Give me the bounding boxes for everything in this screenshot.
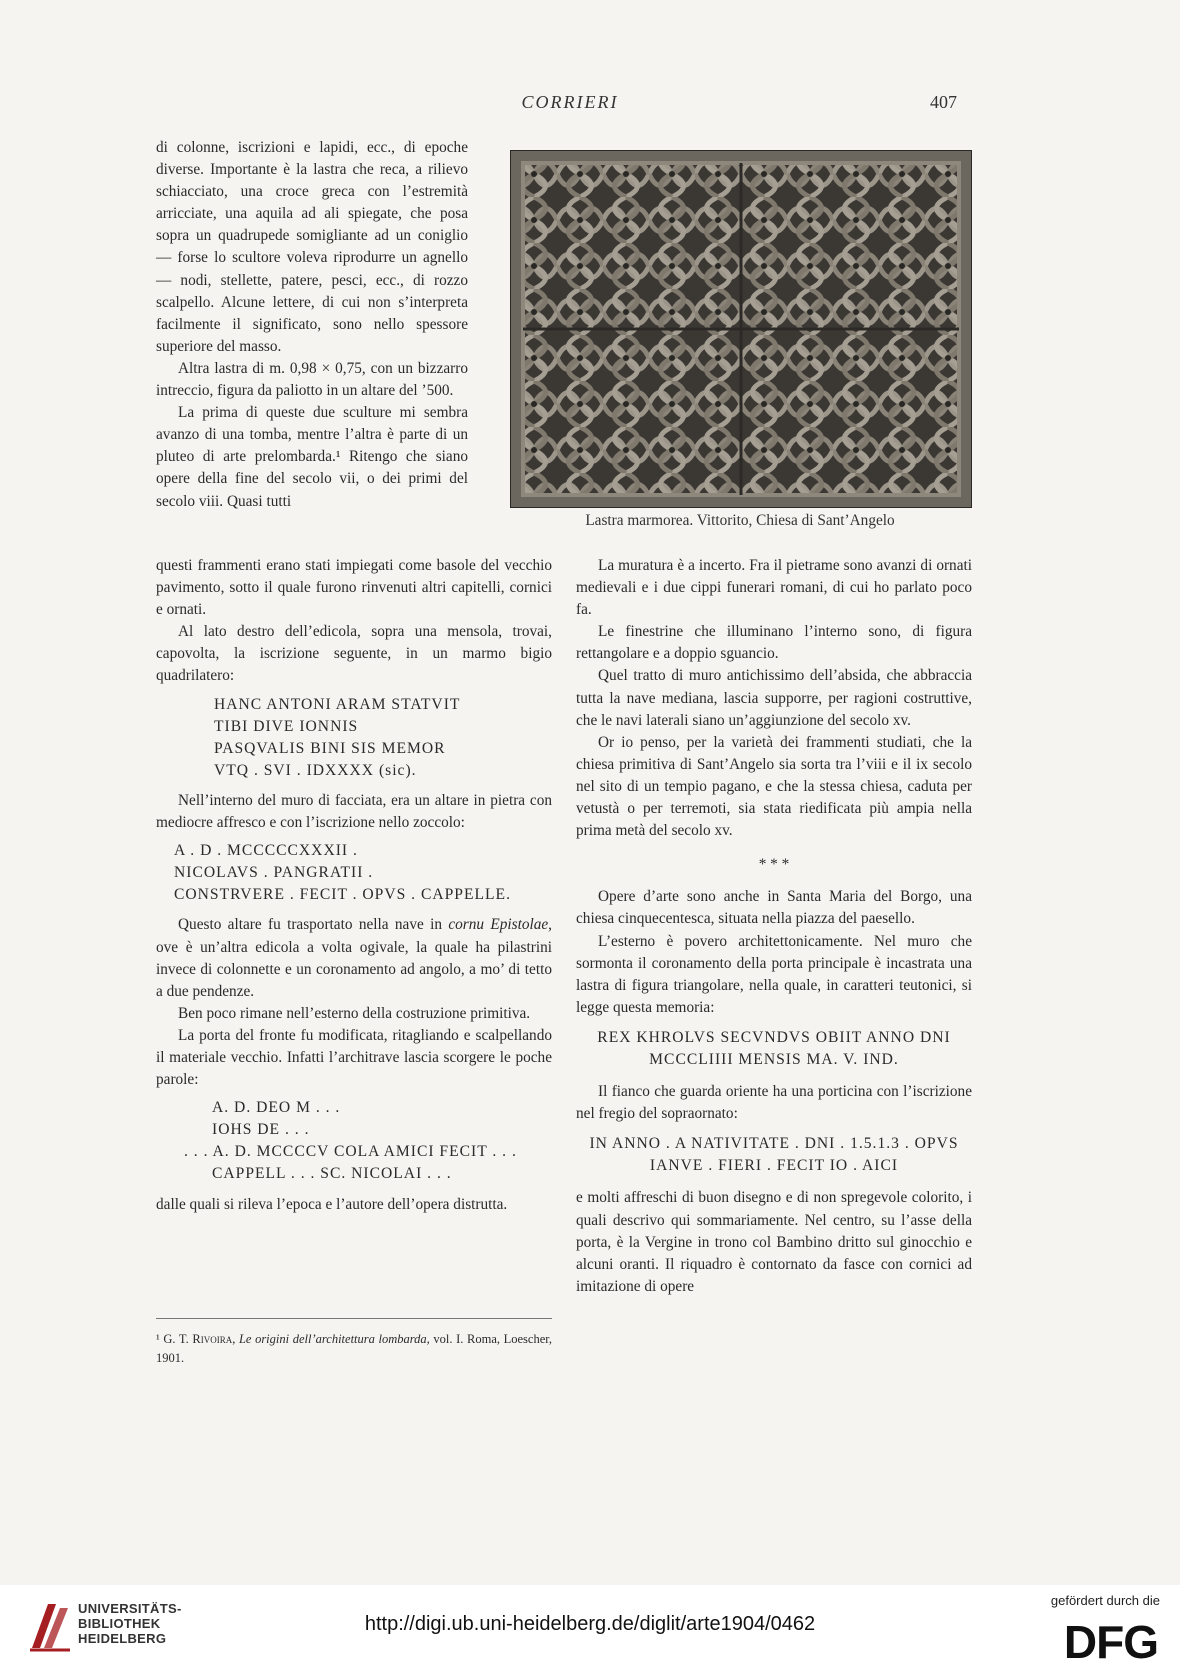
inscription-line: A . D . MCCCCCXXXII . xyxy=(174,842,358,860)
inscription-line: HANC ANTONI ARAM STATVIT xyxy=(214,695,461,713)
paragraph: La muratura è a incerto. Fra il pietrame sono avanzi di ornati medievali e i due cippi funerari romani, di cui ho parlato poco fa. xyxy=(576,557,972,619)
inscription-block xyxy=(214,694,552,782)
paragraph: La prima di queste due sculture mi sembra avanzo di una tomba, mentre l’altra è parte di un pluteo di arte prelombarda.¹ Ritengo che siano opere della fine del secolo vii, o dei primi del secolo viii. Quasi tutti xyxy=(156,404,468,510)
paragraph: di colonne, iscrizioni e lapidi, ecc., di epoche diverse. Importante è la lastra che reca, a rilievo schiacciato, una croce greca con l’estremità arricciate, una aquila ad ali spiegate, che posa sopra un quadrupede somigliante ad un coniglio — forse lo scultore voleva riprodurre un agnello — nodi, stellette, patere, pesci, ecc., di rozzo scalpello. Alcune lettere, di cui non s’interpreta facilmente il significato, sono nello spessore superiore del masso. xyxy=(156,139,468,355)
inscription-line: A. D. DEO M . . . xyxy=(212,1099,341,1117)
section-separator: * * * xyxy=(758,856,790,874)
paragraph: Opere d’arte sono anche in Santa Maria del Borgo, una chiesa cinquecentesca, situata nella piazza del paesello. xyxy=(576,888,972,928)
left-column-top xyxy=(156,137,468,513)
paragraph: Quel tratto di muro antichissimo dell’absida, che abbraccia tutta la nave mediana, lascia supporre, per ragioni costruttive, che le navi laterali siano un’aggiunzione del secolo xv. xyxy=(576,667,972,729)
paragraph: Nell’interno del muro di facciata, era un altare in pietra con mediocre affresco e con l’iscrizione nello zoccolo: xyxy=(156,791,552,832)
paragraph: Le finestrine che illuminano l’interno sono, di figura rettangolare e a doppio sguancio. xyxy=(576,623,972,663)
inscription-line: NICOLAVS . PANGRATII . xyxy=(174,864,374,882)
footnote-rule xyxy=(156,1318,552,1319)
library-name-line: BIBLIOTHEK xyxy=(78,1616,161,1631)
footnote-rest: vol. I. Roma, Loescher, 1901. xyxy=(156,1332,553,1365)
inscription-block xyxy=(184,1097,552,1185)
inscription-line: IOHS DE . . . xyxy=(212,1121,310,1139)
library-name xyxy=(78,1601,182,1646)
library-name-line: UNIVERSITÄTS- xyxy=(78,1601,182,1616)
paragraph xyxy=(156,914,552,1002)
inscription-block xyxy=(174,840,552,906)
paragraph: Altra lastra di m. 0,98 × 0,75, con un bizzarro intreccio, figura da paliotto in un altare del ’500. xyxy=(156,359,468,400)
inscription-line: TIBI DIVE IONNIS xyxy=(214,717,359,735)
paragraph: e molti affreschi di buon disegno e di non spregevole colorito, i quali descrivo qui sommariamente. Nel centro, su l’asse della porta, è la Vergine in trono col Bambino dritto sul ginocchio e alcuni oranti. Il riquadro è contornato da fasce con cornici ad imitazione di opere xyxy=(576,1189,972,1295)
inscription-block xyxy=(576,1027,972,1071)
paragraph: L’esterno è povero architettonicamente. Nel muro che sormonta il coronamento della porta principale è incastrata una lastra di figura triangolare, nella quale, in caratteri teutonici, si legge questa memoria: xyxy=(576,932,972,1016)
figure-carved-slab-photo xyxy=(510,150,972,508)
paragraph: Or io penso, per la varietà dei frammenti studiati, che la chiesa primitiva di Sant’Angelo sia sorta tra l’viii e il ix secolo nel sito di un tempio pagano, e che la stessa chiesa, caduta per vetustà o per terremoti, sia stata riedificata più ampia nella prima metà del secolo xv. xyxy=(576,733,972,840)
footnote-author: G. T. Rivoira, xyxy=(163,1332,236,1346)
interlace-relief-image xyxy=(511,151,971,507)
paragraph: questi frammenti erano stati impiegati come basole del vecchio pavimento, sotto il quale furono rinvenuti altri capitelli, cornici e ornati. xyxy=(156,557,552,619)
inscription-line: REX KHROLVS SECVNDVS OBIIT ANNO DNI xyxy=(597,1028,951,1046)
inscription-line: MCCCLIIII MENSIS MA. V. IND. xyxy=(649,1050,899,1068)
paragraph-text: ove è un’altra edicola a volta ogivale, la quale ha pilastrini invece di colonnette e un coronamento ad angolo, a mo’ di tetto a due pendenze. xyxy=(156,938,552,1000)
inscription-line: PASQVALIS BINI SIS MEMOR xyxy=(214,739,446,757)
inscription-line: CAPPELL . . . SC. NICOLAI . . . xyxy=(212,1165,452,1183)
inscription-line: VTQ . SVI . IDXXXX (sic). xyxy=(214,761,417,779)
inscription-line: IN ANNO . A NATIVITATE . DNI . 1.5.1.3 . OPVS xyxy=(589,1135,959,1153)
running-title: CORRIERI xyxy=(521,92,619,112)
inscription-line: CONSTRVERE . FECIT . OPVS . CAPPELLE. xyxy=(174,886,511,904)
library-name-line: HEIDELBERG xyxy=(78,1631,167,1646)
digitization-footer xyxy=(0,1585,1180,1669)
paragraph: La porta del fronte fu modificata, ritagliando e scalpellando il materiale vecchio. Infatti l’architrave lascia scorgere le poche parole: xyxy=(156,1026,552,1089)
footnote xyxy=(156,1330,552,1368)
paragraph: Il fianco che guarda oriente ha una porticina con l’iscrizione nel fregio del sopraornato: xyxy=(576,1083,972,1123)
paragraph: Ben poco rimane nell’esterno della costruzione primitiva. xyxy=(178,1004,531,1022)
footnote-marker: ¹ xyxy=(156,1332,160,1346)
italic-term: cornu Epistolae, xyxy=(448,916,552,934)
funding-note: gefördert durch die xyxy=(1050,1593,1160,1608)
permalink-url[interactable]: http://digi.ub.uni-heidelberg.de/diglit/arte1904/0462 xyxy=(364,1613,816,1635)
footnote-title: Le origini dell’architettura lombarda, xyxy=(238,1332,430,1346)
paragraph-text: Questo altare fu trasportato nella nave in xyxy=(178,916,443,934)
dfg-logo: DFG xyxy=(1063,1616,1158,1668)
paragraph: dalle quali si rileva l’epoca e l’autore dell’opera distrutta. xyxy=(156,1195,508,1213)
inscription-block xyxy=(576,1133,972,1177)
page-number: 407 xyxy=(930,92,957,112)
paragraph: Al lato destro dell’edicola, sopra una mensola, trovai, capovolta, la iscrizione seguente, in un marmo bigio quadrilatero: xyxy=(156,623,552,685)
university-library-logo-icon xyxy=(28,1598,72,1654)
inscription-line: IANVE . FIERI . FECIT IO . AICI xyxy=(649,1157,899,1175)
left-column xyxy=(156,555,552,1216)
inscription-line: . . . A. D. MCCCCV COLA AMICI FECIT . . . xyxy=(184,1143,517,1161)
figure-caption: Lastra marmorea. Vittorito, Chiesa di Sant’Angelo xyxy=(585,512,895,529)
right-column xyxy=(576,555,972,1298)
